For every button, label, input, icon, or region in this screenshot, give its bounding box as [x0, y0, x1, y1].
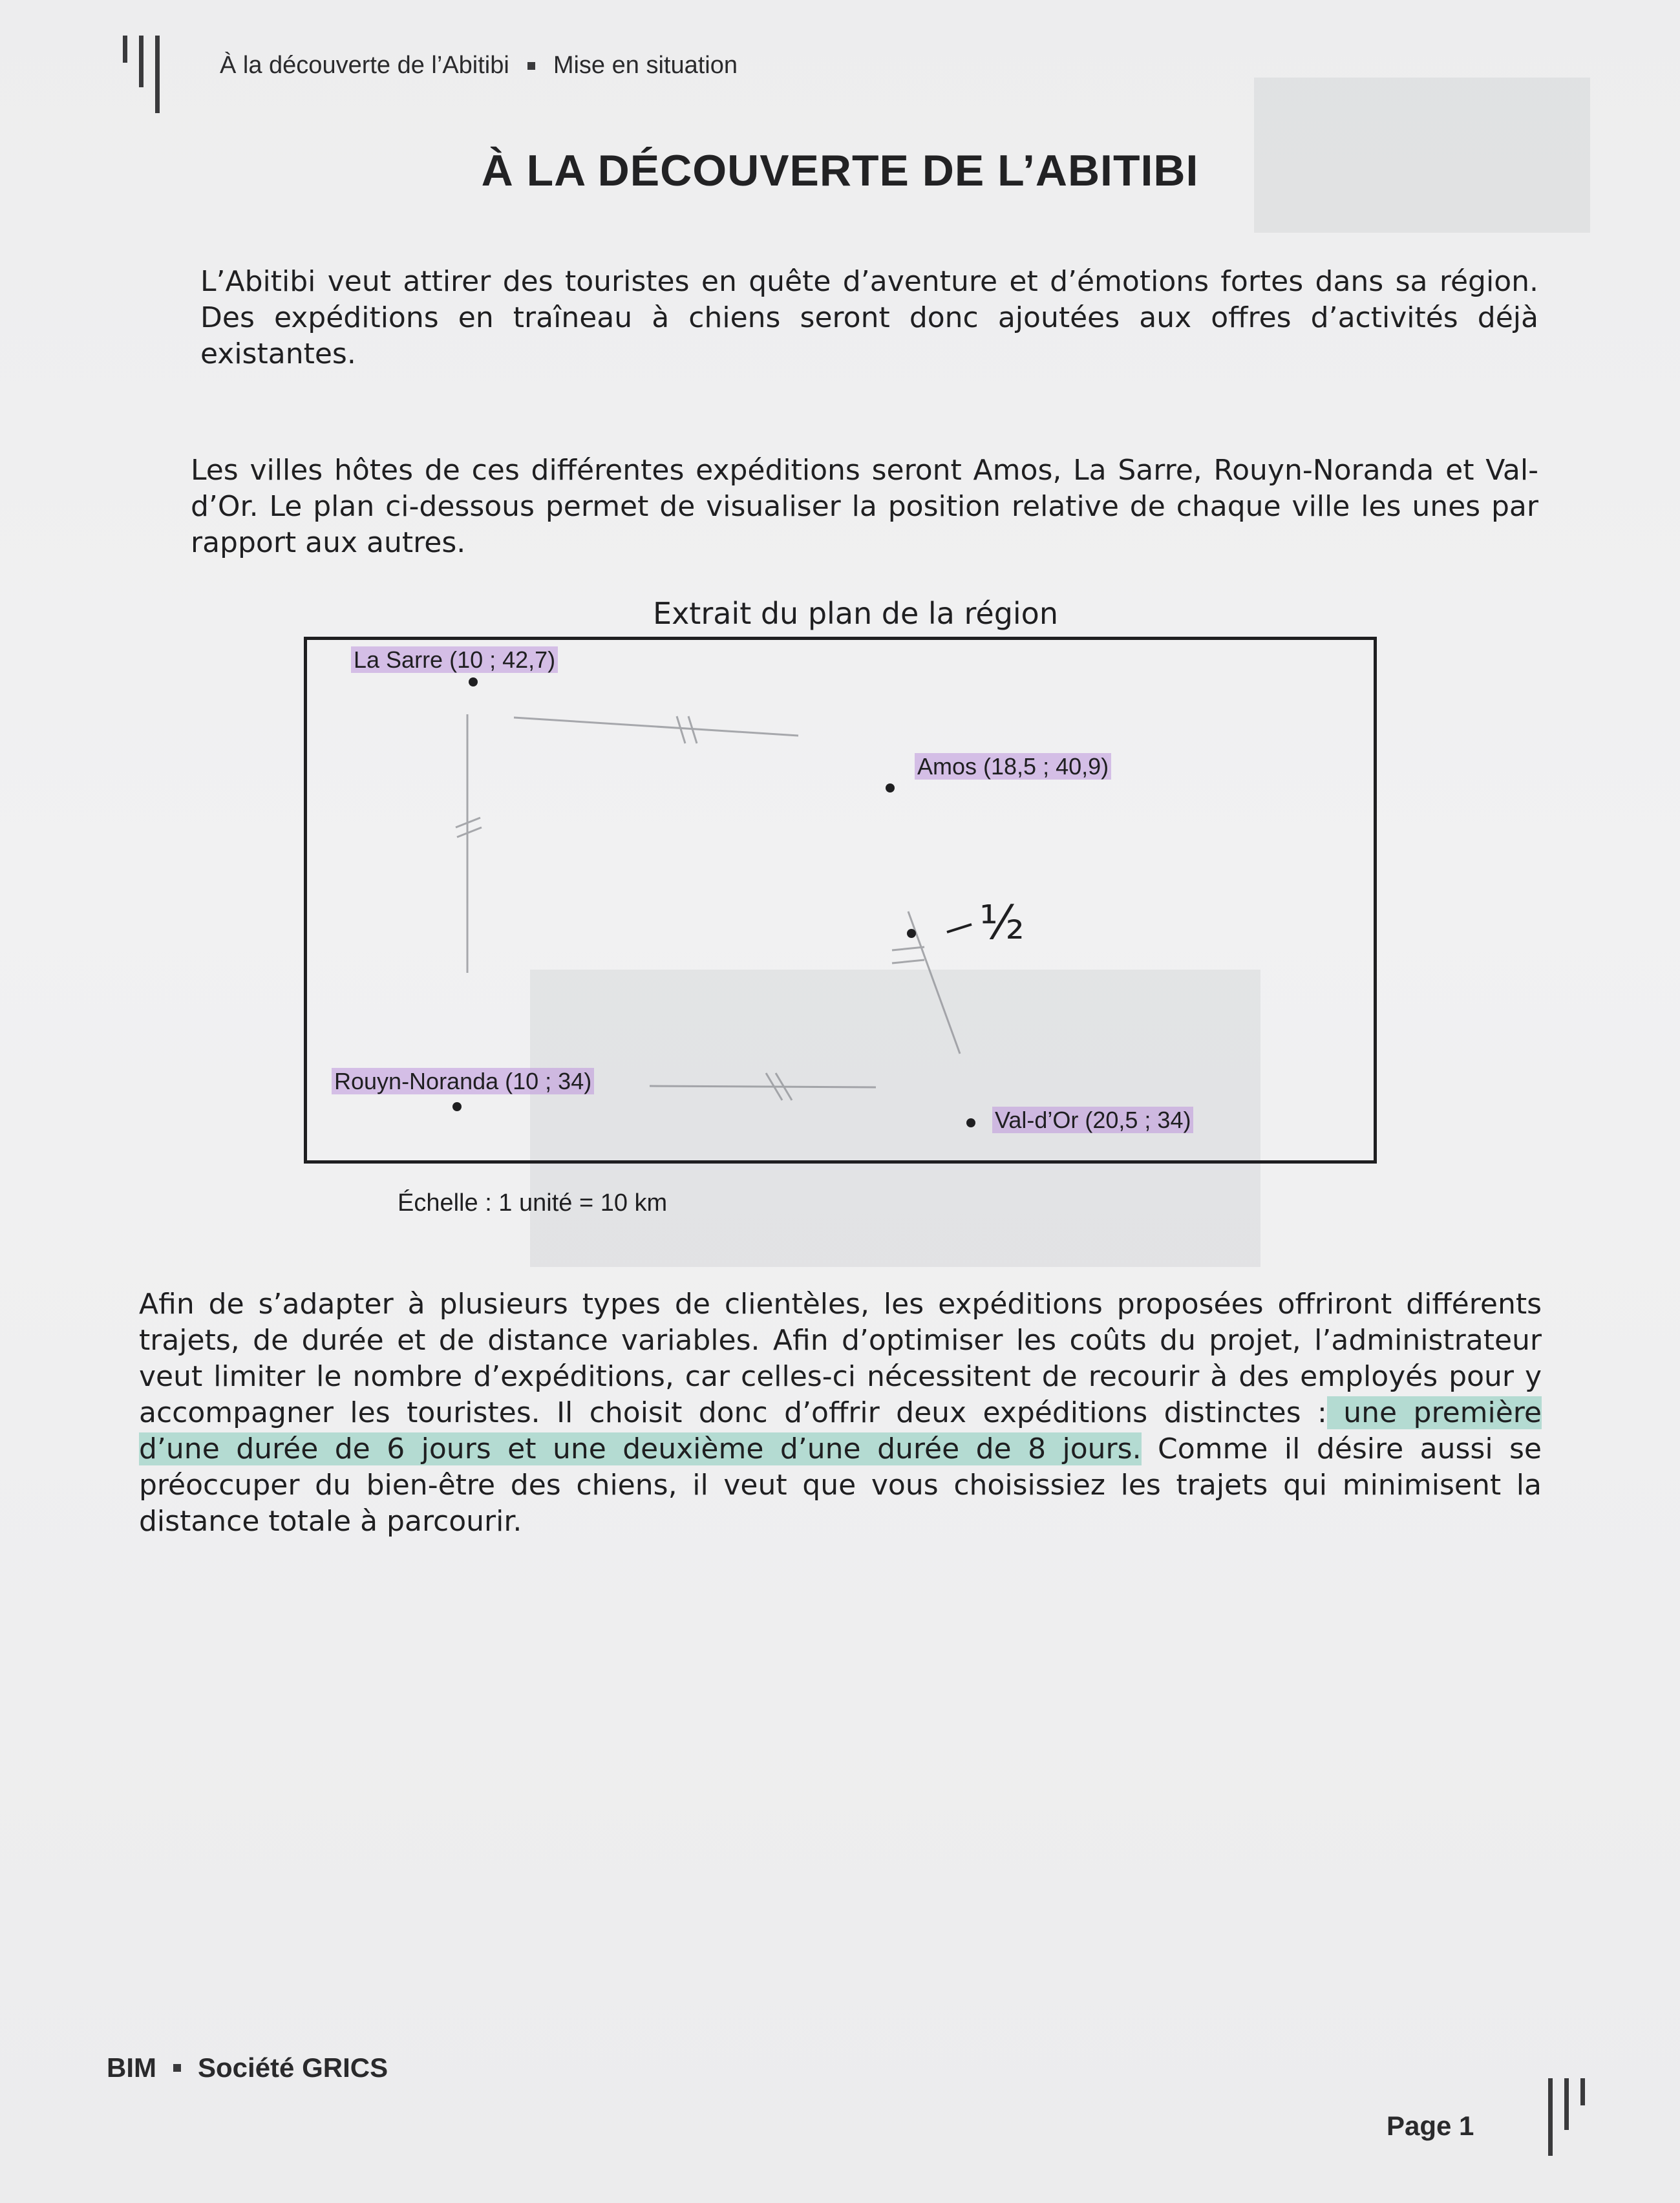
handwritten-midpoint-dot [907, 929, 916, 938]
paragraph-expeditions-end: Comme il désire aussi se préoccuper du bien-être des chiens, il veut que vous choisissiez les trajets qui minimisent la distance totale à parcourir. [139, 1432, 1542, 1538]
footer-separator [173, 2064, 181, 2072]
page-number: Page 1 [1387, 2111, 1474, 2141]
handwritten-note: ½ [979, 895, 1025, 950]
header-logo [123, 36, 171, 113]
city-label-amos: Amos (18,5 ; 40,9) [915, 753, 1111, 780]
footer-bim: BIM [107, 2052, 156, 2083]
paragraph-cities: Les villes hôtes de ces différentes expéditions seront Amos, La Sarre, Rouyn-Noranda et Val-d’Or. Le plan ci-dessous permet de visualiser la position relative de chaque ville les unes par rapport aux autres. [191, 454, 1538, 559]
city-dot-la-sarre [469, 677, 478, 686]
map-scale: Échelle : 1 unité = 10 km [398, 1189, 668, 1217]
header-subsection: Mise en situation [553, 52, 738, 79]
city-dot-amos [886, 783, 895, 793]
pencil-line-rouyn-valdor [650, 1086, 876, 1087]
footer-grics: Société GRICS [198, 2052, 388, 2083]
pencil-line-la-sarre-amos [514, 718, 798, 736]
handwritten-half-mark [947, 924, 972, 932]
city-dot-rouyn-noranda [452, 1102, 462, 1111]
footer-publisher [107, 2052, 388, 2083]
paragraph-expeditions [139, 1286, 1542, 1540]
city-label-val-dor: Val-d’Or (20,5 ; 34) [992, 1107, 1193, 1134]
highlighted-expedition-durations: une première d’une durée de 6 jours et une deuxième d’une durée de 8 jours. [139, 1396, 1542, 1465]
city-label-la-sarre: La Sarre (10 ; 42,7) [351, 646, 558, 674]
paragraph-intro: L’Abitibi veut attirer des touristes en quête d’aventure et d’émotions fortes dans sa région. Des expéditions en traîneau à chiens seront donc ajoutées aux offres d’activités déjà existantes. [200, 265, 1538, 370]
footer-logo [1548, 2078, 1597, 2156]
header-separator [527, 62, 535, 70]
header-section: À la découverte de l’Abitibi [220, 52, 509, 79]
running-header [220, 52, 738, 80]
map-title: Extrait du plan de la région [653, 596, 1058, 631]
city-label-rouyn-noranda: Rouyn-Noranda (10 ; 34) [332, 1068, 594, 1095]
paragraph-expeditions-start: Afin de s’adapter à plusieurs types de clientèles, les expéditions proposées offriront différents trajets, de durée et de distance variables. Afin d’optimiser les coûts du projet, l’administrateur veut limiter le nombre d’expéditions, car celles-ci nécessitent de recourir à des employés pour y accompagner les touristes. Il choisit donc d’offrir deux expéditions distinctes : [139, 1288, 1542, 1429]
pencil-line-amos-valdor [908, 911, 960, 1054]
region-map [304, 637, 1377, 1164]
page-title: À LA DÉCOUVERTE DE L’ABITIBI [481, 146, 1199, 195]
city-dot-val-dor [966, 1118, 975, 1127]
